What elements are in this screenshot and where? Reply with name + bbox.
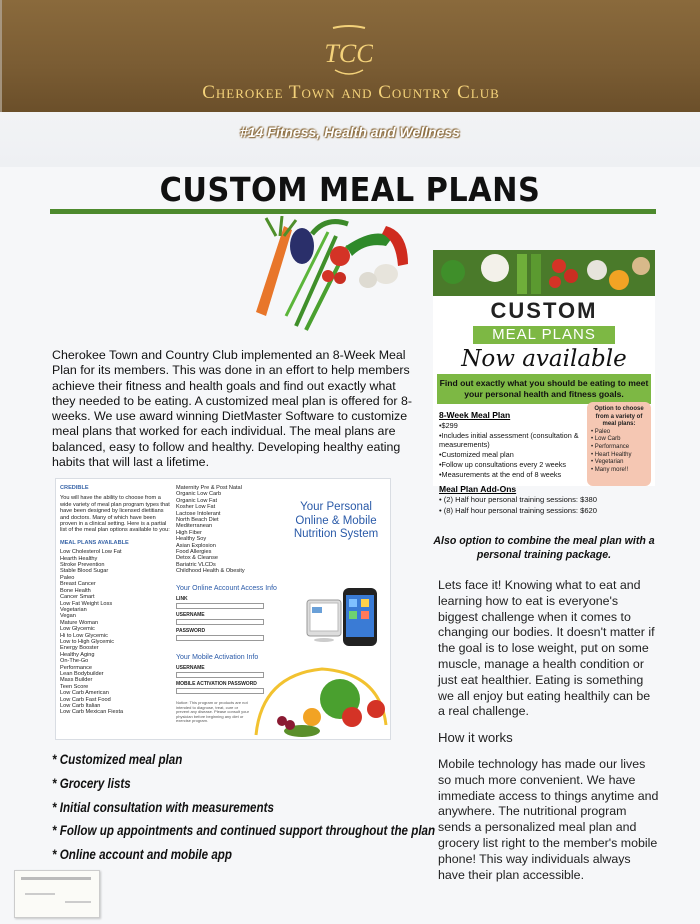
vegetables-image: [236, 216, 416, 336]
meal-plan-option: North Beach Diet: [176, 517, 219, 524]
meal-plan-info-sheet: [55, 478, 391, 740]
meal-plan-option: Kosher Low Fat: [176, 504, 216, 511]
meal-plan-option: Energy Booster: [60, 645, 99, 652]
poster-title: CUSTOM MEAL PLANS: [159, 170, 541, 209]
mobile-username-field: [176, 672, 264, 678]
meal-plan-option: Mature Woman: [60, 619, 99, 626]
meal-plan-option: Childhood Health & Obesity: [176, 568, 245, 575]
challenge-paragraph: Lets face it! Knowing what to eat and learning how to eat is everyone's biggest challenge when it comes to changing our bodies. It doesn't matter if the goal is to lose weight, put on some muscle, manage a health condition or just eat healthier. Eating is something we all enjoy but eating healthily can be a real challenge.: [438, 578, 655, 719]
meal-plan-option: On-The-Go: [60, 658, 89, 665]
option-item: • Vegetarian: [591, 459, 624, 466]
meal-plan-option: Performance: [60, 664, 93, 671]
meal-plan-option: Low Fat Weight Loss: [60, 600, 113, 607]
feature-bullets: [52, 752, 436, 871]
info-sheet-middle-column: [176, 485, 286, 575]
vegetable-banner-image: [433, 250, 655, 296]
how-it-works-paragraph: Mobile technology has made our lives so much more convenient. We have immediate access to things anytime and anywhere. The nutritional program sends a personalized meal plan and grocery list right to the member's mobile phone! This way individuals always have their plan accessible.: [438, 757, 659, 882]
plans-list-1: [60, 549, 170, 716]
username-label: USERNAME: [176, 612, 205, 618]
meal-plan-option: Healthy Soy: [176, 536, 207, 543]
meal-plan-option: Low to High Glycemic: [60, 638, 115, 645]
meal-plan-option: Stable Blood Sugar: [60, 568, 109, 575]
meal-plan-option: Lactose Intolerant: [176, 510, 221, 517]
meal-plan-option: Organic Low Fat: [176, 497, 218, 504]
tablet-icon: [306, 599, 342, 643]
bullet-item: * Grocery lists: [52, 775, 131, 791]
now-available-flyer: [433, 250, 655, 486]
meal-plan-option: Mass Builder: [60, 677, 93, 684]
meal-plan-option: Paleo: [60, 574, 75, 581]
option-item: • Paleo: [591, 428, 611, 435]
meal-plan-option: Organic Low Carb: [176, 491, 222, 498]
password-label: PASSWORD: [176, 628, 206, 634]
header-banner: [2, 0, 700, 112]
meal-plan-option: Bariatric VLCDs: [176, 561, 216, 568]
smartphone-icon: [341, 587, 379, 647]
meal-plan-option: Teen Score: [60, 683, 89, 690]
card-line: [21, 877, 91, 880]
addon-item: • (8) Half hour personal training sessions: $620: [439, 505, 597, 515]
meal-plan-option: Healthy Aging: [60, 651, 95, 658]
meal-plan-option: Lean Bodybuilder: [60, 670, 104, 677]
option-item: • Performance: [591, 443, 630, 450]
flyer-custom-word: CUSTOM: [490, 298, 598, 323]
addons-title: Meal Plan Add-Ons: [439, 484, 517, 494]
bullet-item: * Customized meal plan: [52, 752, 183, 767]
food-plate-image: [252, 665, 390, 737]
card-line: [25, 893, 55, 895]
meal-plan-option: Low Cholesterol Low Fat: [60, 549, 122, 556]
option-item: • Heart Healthy: [591, 451, 632, 458]
link-field: [176, 603, 264, 609]
system-title: Your Personal Online & Mobile Nutrition System: [293, 501, 379, 540]
username-field: [176, 619, 264, 625]
meal-plan-option: Stroke Prevention: [60, 562, 105, 569]
meal-plan-option: Vegan: [60, 613, 76, 620]
mobile-username-label: USERNAME: [176, 665, 205, 671]
addons-list: [439, 495, 659, 516]
now-available-heading: Now available: [461, 346, 627, 372]
option-item: • Many more!!: [591, 466, 629, 473]
meal-plan-option: Low Glycemic: [60, 626, 95, 633]
link-label: LINK: [176, 596, 188, 602]
plans-heading: MEAL PLANS AVAILABLE: [60, 539, 129, 546]
plans-list-2: [176, 485, 286, 575]
week-plan-item: •Follow up consultations every 2 weeks: [439, 459, 567, 469]
password-field: [176, 635, 264, 641]
week-plan-item: •Includes initial assessment (consultation & measurements): [439, 430, 579, 450]
meal-plan-options-box: [587, 402, 651, 486]
club-name: Cherokee Town and Country Club: [202, 82, 500, 103]
options-title: Option to choose from a variety of meal plans:: [594, 406, 644, 428]
find-out-banner: Find out exactly what you should be eating to meet your personal health and fitness goals.: [437, 374, 651, 404]
meal-plan-option: Food Allergies: [176, 549, 212, 556]
mobile-password-label: MOBILE ACTIVATION PASSWORD: [176, 681, 257, 687]
how-it-works-heading: How it works: [438, 730, 513, 745]
meal-plan-option: Bone Health: [60, 587, 91, 594]
meal-plan-option: High Fiber: [176, 529, 202, 536]
meal-plan-option: Asian Explosion: [176, 542, 216, 549]
credible-heading: CREDIBLE: [60, 485, 89, 491]
topic-label: #14 Fitness, Health and Wellness: [240, 124, 460, 140]
addon-item: • (2) Half hour personal training sessions: $380: [439, 495, 597, 504]
week-plan-item: •Customized meal plan: [439, 450, 514, 460]
business-card: [14, 870, 100, 918]
option-item: • Low Carb: [591, 436, 621, 443]
club-logo: [325, 24, 373, 82]
week-plan-list: [439, 421, 589, 479]
disclaimer-note: Notice: This program or products are not intended to diagnose, treat, cure or prevent any disease. Please consult your physician before beginning any diet or exercise program.: [176, 700, 249, 724]
meal-plan-option: Maternity Pre & Post Natal: [176, 485, 242, 491]
mobile-activation-heading: Your Mobile Activation Info: [176, 654, 259, 661]
meal-plan-option: Cancer Smart: [60, 594, 95, 601]
meal-plan-option: Low Carb Fast Food: [60, 696, 111, 703]
flyer-meal-plans-bar: MEAL PLANS: [473, 326, 615, 344]
week-plan-title: 8-Week Meal Plan: [439, 410, 511, 420]
bullet-item: * Online account and mobile app: [52, 847, 232, 863]
meal-plan-option: Detox & Cleanse: [176, 555, 218, 562]
online-access-heading: Your Online Account Access Info: [176, 585, 277, 592]
mobile-password-field: [176, 688, 264, 694]
bullet-item: * Follow up appointments and continued support throughout the plan: [52, 823, 436, 839]
online-access-form: [176, 585, 286, 641]
meal-plan-option: Low Carb Mexican Fiesta: [60, 709, 124, 716]
meal-plan-option: Hearth Healthy: [60, 555, 98, 562]
svg-text:TCC: TCC: [325, 39, 373, 68]
poster-board: [0, 112, 700, 924]
info-sheet-left-column: [60, 485, 170, 716]
week-plan-item: •Measurements at the end of 8 weeks: [439, 469, 562, 479]
title-rule: [50, 209, 656, 214]
bullet-item: * Initial consultation with measurements: [52, 799, 274, 815]
week-plan-item: •$299: [439, 421, 458, 430]
combine-note: Also option to combine the meal plan with a personal training package.: [433, 535, 655, 561]
topic-strip: [0, 112, 700, 167]
meal-plan-option: Low Carb American: [60, 690, 109, 697]
meal-plan-option: Vegetarian: [60, 606, 87, 613]
meal-plan-option: Hi to Low Glycemic: [60, 632, 108, 639]
meal-plan-option: Breast Cancer: [60, 581, 96, 588]
meal-plan-option: Low Carb Italian: [60, 703, 101, 709]
credible-text: You will have the ability to choose from a wide variety of meal plan program types that have been designed by licensed dietitians and doctors. Many of which have been proven in a clinical setting. Here is a partial list of the meal plan options available to you:: [60, 495, 170, 534]
card-line: [65, 901, 91, 903]
meal-plan-option: Mediterranean: [176, 523, 213, 530]
intro-paragraph: Cherokee Town and Country Club implemented an 8-Week Meal Plan for its members. This was done in an effort to help members achieve their fitness and health goals and find out exactly what they needed to be eating. A customized meal plan is offered for 8-weeks. We use award winning DietMaster Software to customize meal plans that worked for each individual. The meal plans are balanced, easy to follow and healthy. Developing healthy eating habits that will last a lifetime.: [52, 348, 413, 470]
